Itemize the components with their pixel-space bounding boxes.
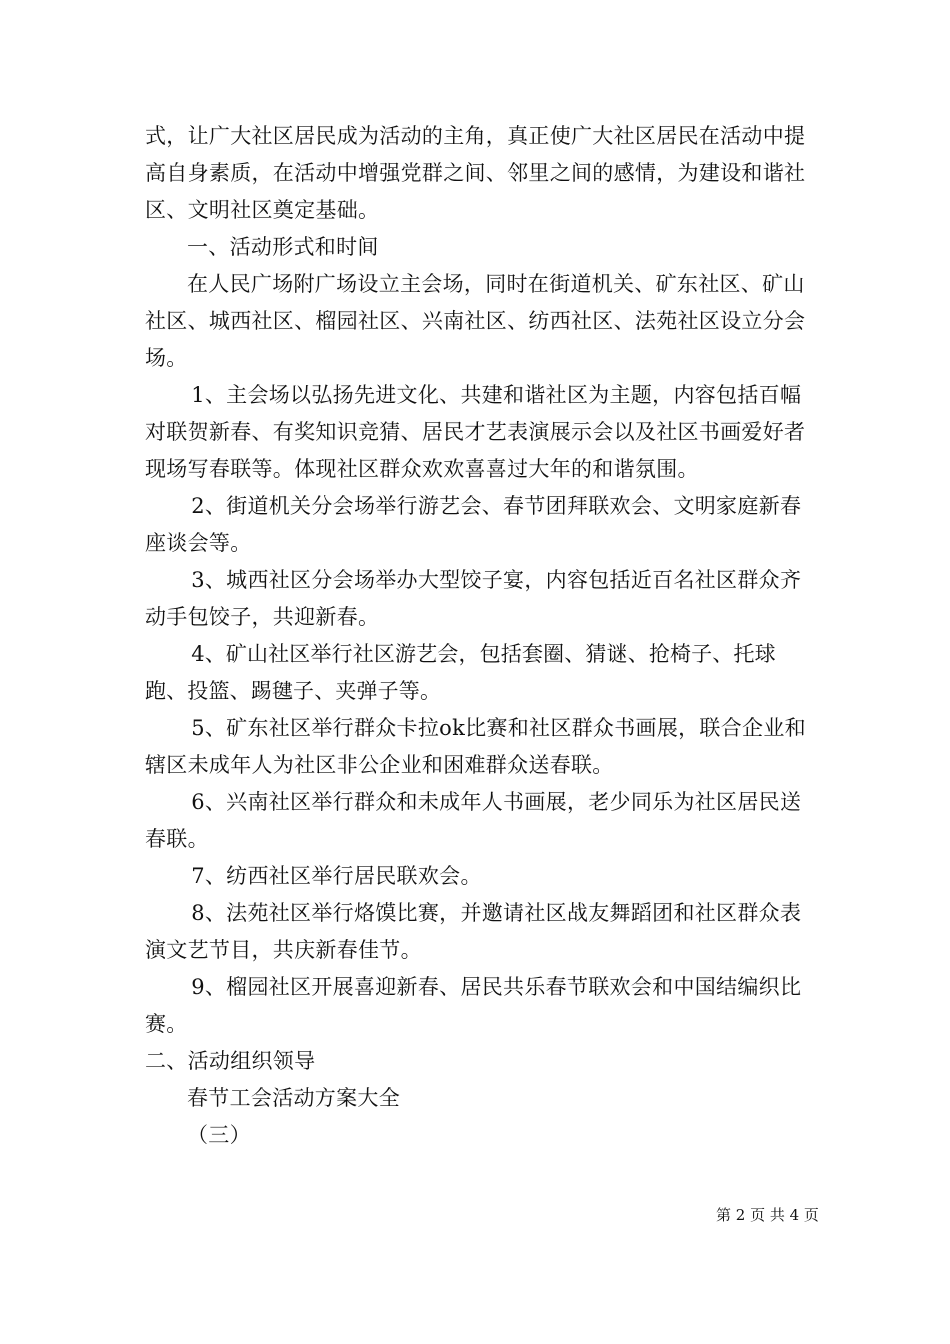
heading-activity-form-and-time: 一、活动形式和时间 xyxy=(187,235,379,259)
list-item-6: 6、兴南社区举行群众和未成年人书画展，老少同乐为社区居民送春联。 xyxy=(145,790,802,851)
document-body xyxy=(145,118,817,1154)
list-item-5: 5、矿东社区举行群众卡拉ok比赛和社区群众书画展，联合企业和辖区未成年人为社区非公企业和困难群众送春联。 xyxy=(145,716,806,777)
page-number-footer: 第 2 页 共 4 页 xyxy=(716,1206,819,1224)
paragraph-venues: 在人民广场附广场设立主会场，同时在街道机关、矿东社区、矿山社区、城西社区、榴园社区、兴南社区、纺西社区、法苑社区设立分会场。 xyxy=(145,272,806,370)
section-title: 春节工会活动方案大全 xyxy=(187,1086,400,1110)
list-item-7: 7、纺西社区举行居民联欢会。 xyxy=(191,864,482,888)
list-item-8: 8、法苑社区举行烙馍比赛，并邀请社区战友舞蹈团和社区群众表演文艺节目，共庆新春佳节。 xyxy=(145,901,802,962)
paragraph-intro-continuation: 式，让广大社区居民成为活动的主角，真正使广大社区居民在活动中提高自身素质，在活动中增强党群之间、邻里之间的感情，为建设和谐社区、文明社区奠定基础。 xyxy=(145,124,806,222)
section-number: （三） xyxy=(187,1123,251,1147)
list-item-4: 4、矿山社区举行社区游艺会，包括套圈、猜谜、抢椅子、托球跑、投篮、踢毽子、夹弹子等。 xyxy=(145,642,776,703)
list-item-9: 9、榴园社区开展喜迎新春、居民共乐春节联欢会和中国结编织比赛。 xyxy=(145,975,802,1036)
list-item-3: 3、城西社区分会场举办大型饺子宴，内容包括近百名社区群众齐动手包饺子，共迎新春。 xyxy=(145,568,802,629)
list-item-2: 2、街道机关分会场举行游艺会、春节团拜联欢会、文明家庭新春座谈会等。 xyxy=(145,494,802,555)
list-item-1: 1、主会场以弘扬先进文化、共建和谐社区为主题，内容包括百幅对联贺新春、有奖知识竞猜、居民才艺表演展示会以及社区书画爱好者现场写春联等。体现社区群众欢欢喜喜过大年的和谐氛围。 xyxy=(145,383,806,481)
heading-organization-leadership: 二、活动组织领导 xyxy=(145,1049,316,1073)
